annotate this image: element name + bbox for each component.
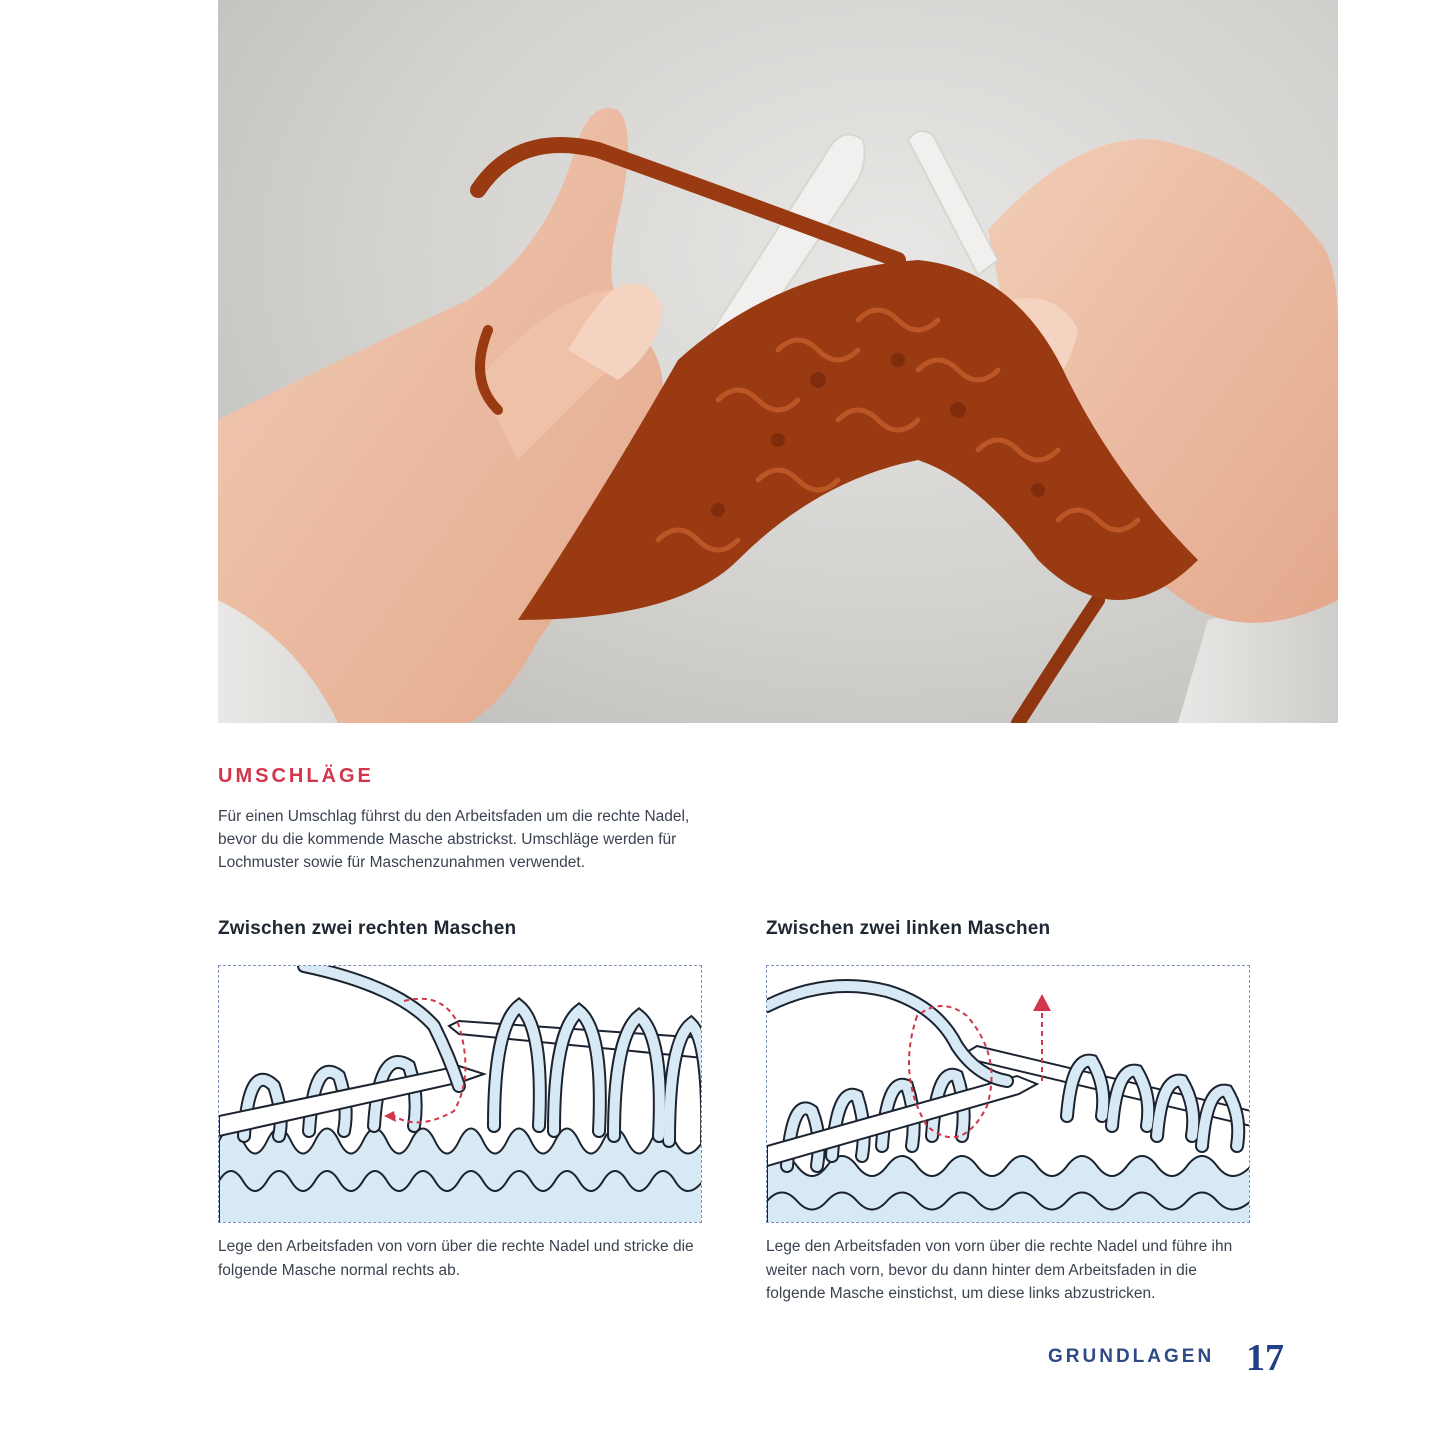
right-purl-diagram	[766, 965, 1250, 1223]
purl-stitch-yarn-over-illustration	[767, 966, 1250, 1223]
intro-text: Für einen Umschlag führst du den Arbeitsfaden um die rechte Nadel, bevor du die kommende Masche abstrickst. Umschläge werden für Lochmuster sowie für Maschenzunahmen verwendet.	[218, 808, 690, 871]
left-diagram-caption: Lege den Arbeitsfaden von vorn über die rechte Nadel und stricke die folgende Masche normal rechts ab.	[218, 1238, 694, 1279]
red-arrow-icon	[384, 1111, 396, 1122]
knitting-hands-illustration	[218, 0, 1338, 723]
red-up-arrow-icon	[1033, 994, 1051, 1011]
knitting-photo	[218, 0, 1338, 723]
page-number: 17	[1246, 1337, 1284, 1379]
left-knit-diagram	[218, 965, 702, 1223]
right-diagram-title: Zwischen zwei linken Maschen	[766, 918, 1051, 939]
knit-stitch-yarn-over-illustration	[219, 966, 702, 1223]
right-diagram-caption: Lege den Arbeitsfaden von vorn über die rechte Nadel und führe ihn weiter nach vorn, bevor du dann hinter dem Arbeitsfaden in die folgende Masche einstichst, um diese links abzustricken.	[766, 1238, 1233, 1302]
left-diagram-title: Zwischen zwei rechten Maschen	[218, 918, 517, 939]
section-title: UMSCHLÄGE	[218, 765, 374, 787]
footer-section-name: GRUNDLAGEN	[1048, 1346, 1215, 1367]
